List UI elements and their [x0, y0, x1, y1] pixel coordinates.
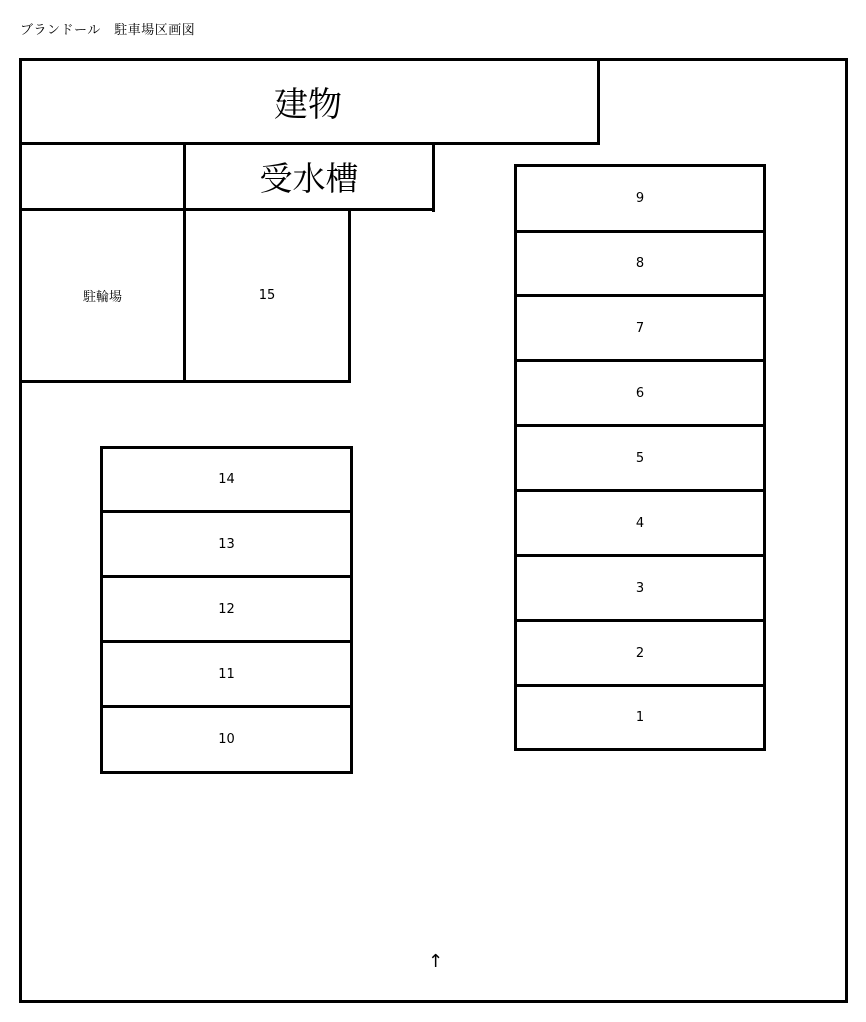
stall-4: 4 [635, 515, 645, 531]
stall-11: 11 [218, 666, 235, 682]
water-tank-label: 受水槽 [259, 159, 359, 198]
page-title: ブランドール 駐車場区画図 [20, 23, 196, 38]
stall-13: 13 [218, 536, 235, 552]
stall-10: 10 [218, 732, 235, 747]
stall-5: 5 [635, 450, 645, 466]
stall-14: 14 [218, 472, 235, 487]
stall-1: 1 [635, 710, 645, 725]
stall-15: 15 [258, 288, 276, 303]
stall-3: 3 [635, 580, 645, 596]
building-label: 建物 [274, 85, 342, 125]
entrance-arrow-icon: ↑ [428, 951, 444, 972]
stall-12: 12 [218, 601, 235, 617]
stall-7: 7 [635, 320, 645, 336]
stall-6: 6 [635, 385, 645, 401]
stall-2: 2 [635, 645, 645, 661]
bicycle-parking-label: 駐輪場 [82, 290, 122, 305]
stall-8: 8 [635, 256, 645, 271]
stall-9: 9 [635, 191, 645, 206]
